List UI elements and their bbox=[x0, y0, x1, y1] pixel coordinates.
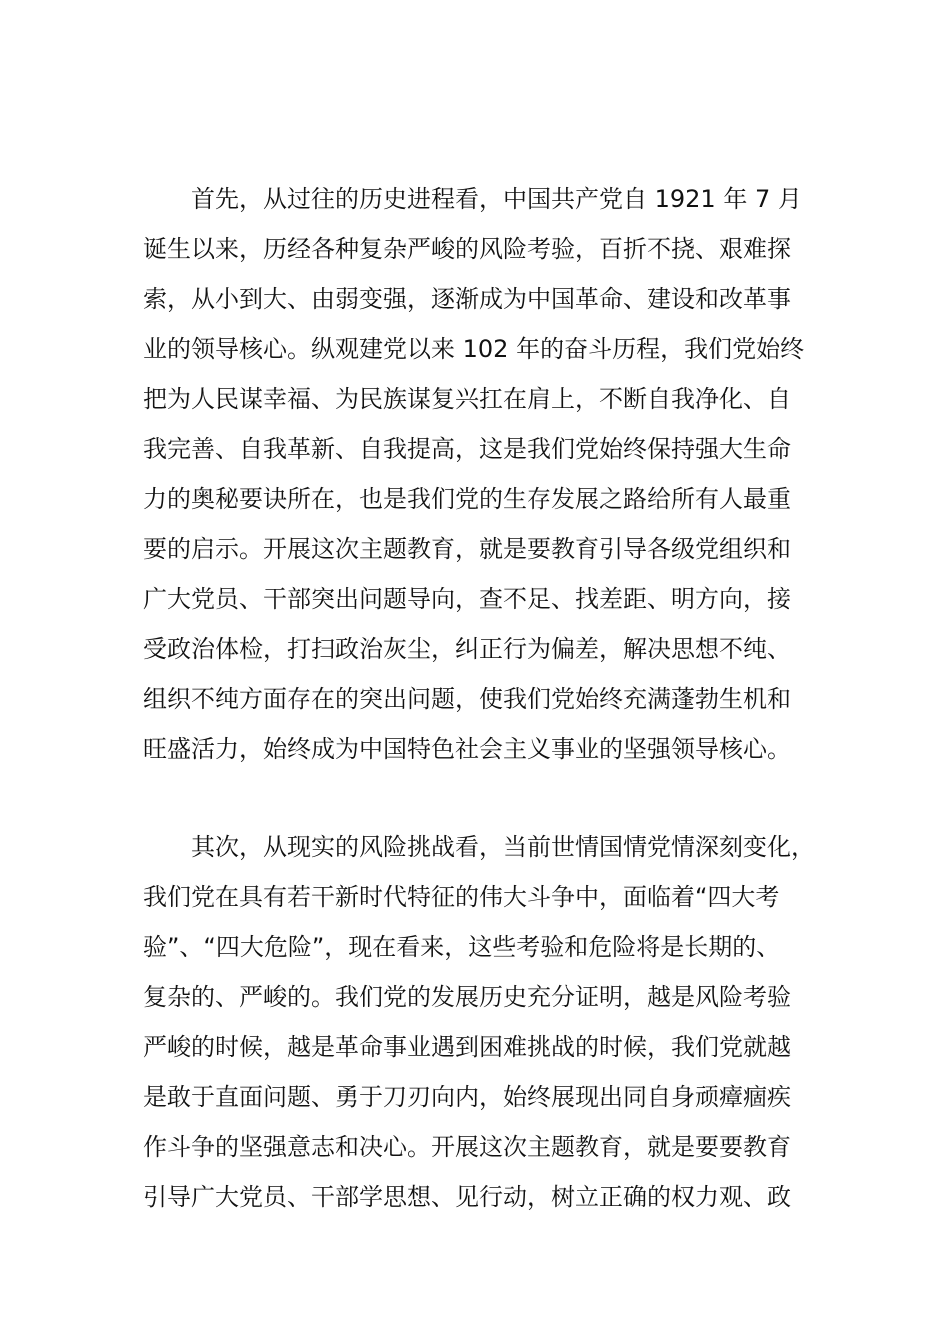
paragraph-line: 我们党在具有若干新时代特征的伟大斗争中，面临着“四大考 bbox=[143, 883, 780, 911]
paragraph-risk-challenge bbox=[143, 822, 815, 1222]
paragraph-line: 广大党员、干部突出问题导向，查不足、找差距、明方向，接 bbox=[143, 585, 791, 613]
paragraph-line: 索，从小到大、由弱变强，逐渐成为中国革命、建设和改革事 bbox=[143, 285, 791, 313]
paragraph-line: 是敢于直面问题、勇于刀刃向内，始终展现出同自身顽瘴痼疾 bbox=[143, 1083, 791, 1111]
paragraph-history bbox=[143, 174, 807, 774]
paragraph-line: 力的奥秘要诀所在，也是我们党的生存发展之路给所有人最重 bbox=[143, 485, 791, 513]
paragraph-line: 组织不纯方面存在的突出问题，使我们党始终充满蓬勃生机和 bbox=[143, 685, 791, 713]
paragraph-line: 作斗争的坚强意志和决心。开展这次主题教育，就是要要教育 bbox=[143, 1133, 791, 1161]
paragraph-line: 旺盛活力，始终成为中国特色社会主义事业的坚强领导核心。 bbox=[143, 735, 791, 763]
paragraph-line: 业的领导核心。纵观建党以来 102 年的奋斗历程，我们党始终 bbox=[143, 335, 805, 363]
paragraph-line: 引导广大党员、干部学思想、见行动，树立正确的权力观、政 bbox=[143, 1183, 791, 1211]
paragraph-line: 把为人民谋幸福、为民族谋复兴扛在肩上，不断自我净化、自 bbox=[143, 385, 791, 413]
paragraph-line: 受政治体检，打扫政治灰尘，纠正行为偏差，解决思想不纯、 bbox=[143, 635, 791, 663]
paragraph-line: 诞生以来，历经各种复杂严峻的风险考验，百折不挠、艰难探 bbox=[143, 235, 791, 263]
paragraph-line: 我完善、自我革新、自我提高，这是我们党始终保持强大生命 bbox=[143, 435, 791, 463]
paragraph-line: 严峻的时候，越是革命事业遇到困难挑战的时候，我们党就越 bbox=[143, 1033, 791, 1061]
paragraph-line: 验”、“四大危险”，现在看来，这些考验和危险将是长期的、 bbox=[143, 933, 781, 961]
paragraph-line: 复杂的、严峻的。我们党的发展历史充分证明，越是风险考验 bbox=[143, 983, 791, 1011]
paragraph-line: 其次，从现实的风险挑战看，当前世情国情党情深刻变化， bbox=[191, 833, 815, 861]
paragraph-line: 首先，从过往的历史进程看，中国共产党自 1921 年 7 月 bbox=[191, 185, 802, 213]
paragraph-line: 要的启示。开展这次主题教育，就是要教育引导各级党组织和 bbox=[143, 535, 791, 563]
